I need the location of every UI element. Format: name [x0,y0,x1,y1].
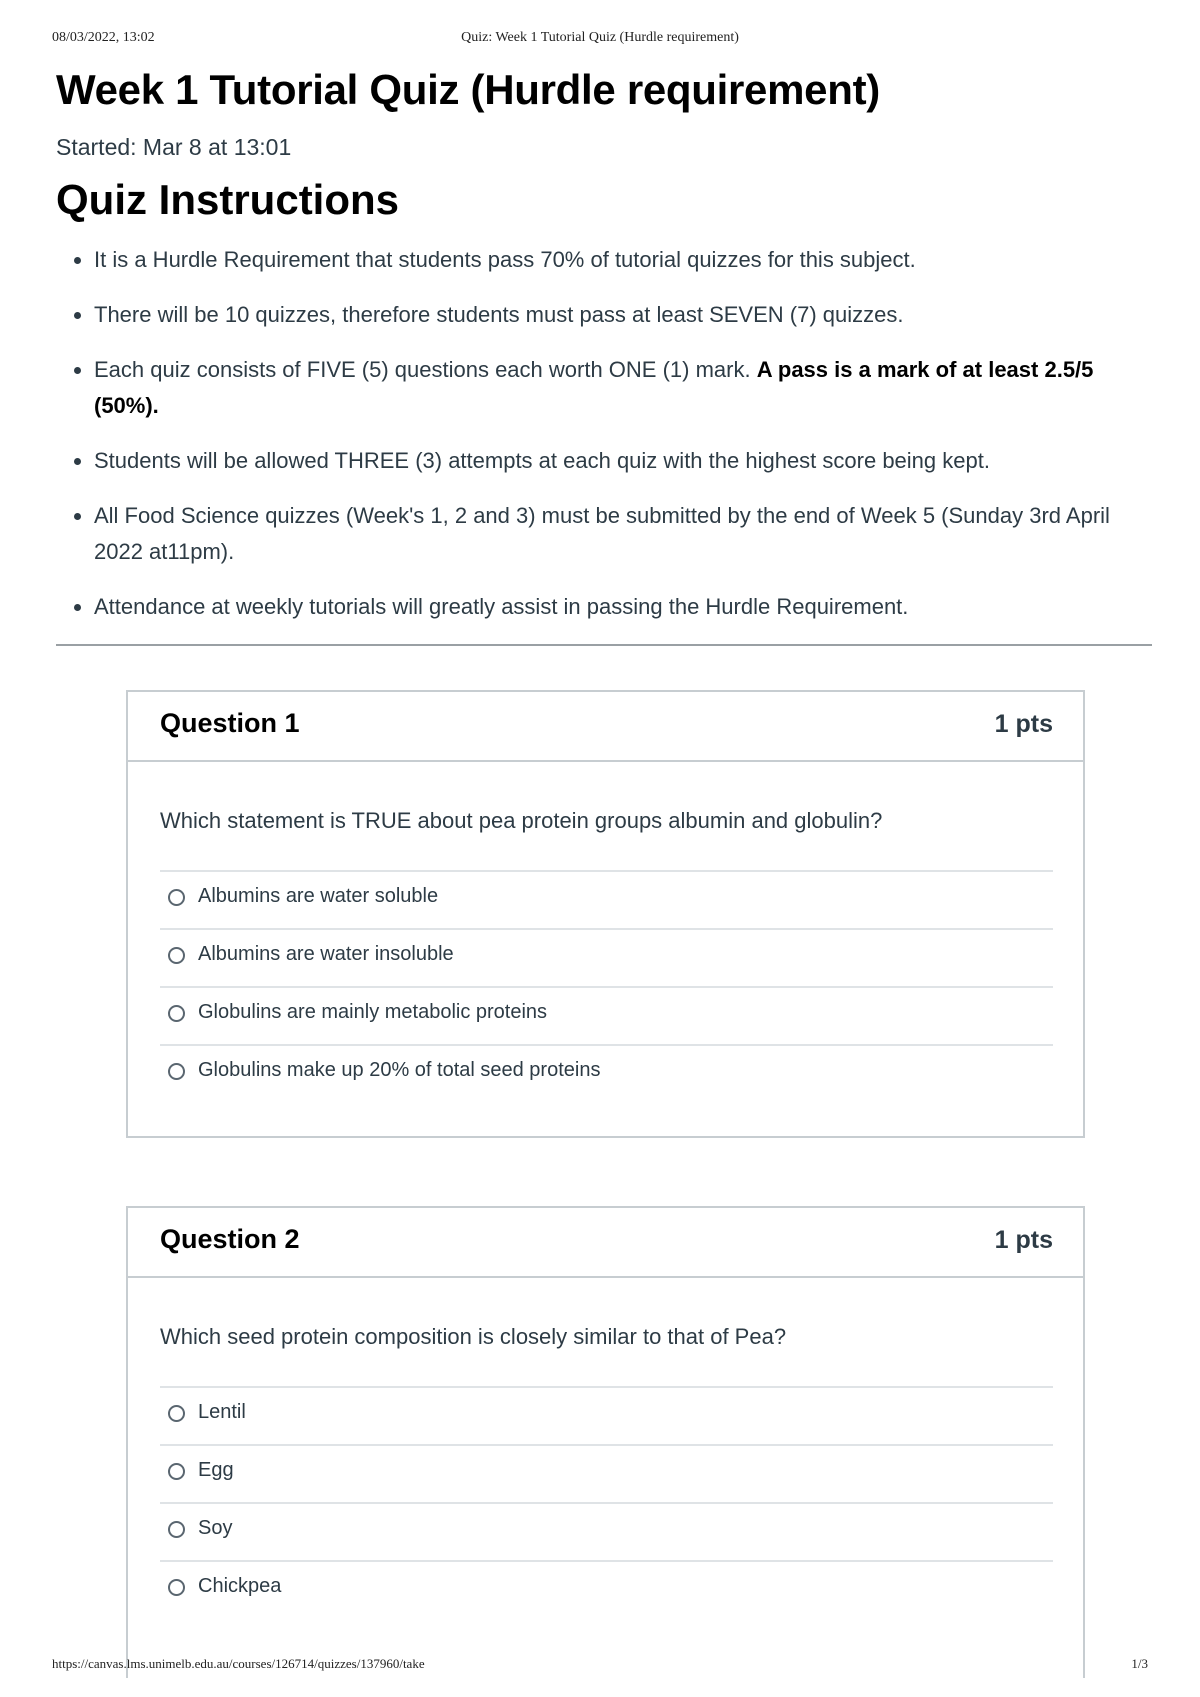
answer-option[interactable] [160,1562,1053,1618]
answer-option[interactable] [160,872,1053,930]
pass-mark-note: A pass is a mark of at least 2.5/5 (50%). [94,357,1094,418]
question-card [126,690,1085,1138]
answer-list [160,1386,1053,1618]
instruction-item: • There will be 10 quizzes, therefore students must pass at least SEVEN (7) quizzes. [94,297,1152,333]
instruction-item: • Students will be allowed THREE (3) attempts at each quiz with the highest score being kept. [94,443,1152,479]
quiz-title: Week 1 Tutorial Quiz (Hurdle requirement) [56,66,880,113]
print-footer [52,1656,1148,1676]
print-page-title: Quiz: Week 1 Tutorial Quiz (Hurdle requirement) [461,30,739,45]
answer-label: Albumins are water insoluble [198,943,454,965]
answer-label: Egg [198,1459,234,1481]
instruction-item: • All Food Science quizzes (Week's 1, 2 and 3) must be submitted by the end of Week 5 (Sunday 3rd April 2022 at11pm). [94,498,1152,570]
answer-option[interactable] [160,1446,1053,1504]
question-text: Which statement is TRUE about pea protein groups albumin and globulin? [160,808,883,833]
section-divider [56,644,1152,646]
instructions-heading: Quiz Instructions [56,176,400,223]
question-points: 1 pts [994,710,1053,738]
question-card [126,1206,1085,1678]
question-header [128,692,1083,762]
radio-button[interactable] [168,889,185,906]
answer-option[interactable] [160,930,1053,988]
print-header [52,30,1148,50]
answer-label: Globulins make up 20% of total seed proteins [198,1059,601,1081]
radio-button[interactable] [168,1005,185,1022]
question-text: Which seed protein composition is closely similar to that of Pea? [160,1324,787,1349]
answer-label: Soy [198,1517,233,1539]
radio-button[interactable] [168,1063,185,1080]
print-url: https://canvas.lms.unimelb.edu.au/courses/126714/quizzes/137960/take [52,1656,425,1671]
print-page-number: 1/3 [1131,1656,1148,1671]
answer-label: Chickpea [198,1575,282,1597]
question-body [128,762,1083,1136]
instruction-item: • It is a Hurdle Requirement that students pass 70% of tutorial quizzes for this subject. [94,242,1152,278]
question-name: Question 1 [160,708,300,738]
answer-option[interactable] [160,1388,1053,1446]
question-name: Question 2 [160,1224,300,1254]
answer-label: Globulins are mainly metabolic proteins [198,1001,548,1023]
question-body [128,1278,1083,1618]
main-content [56,58,1152,646]
answer-label: Lentil [198,1401,246,1423]
radio-button[interactable] [168,1579,185,1596]
quiz-started-time: Started: Mar 8 at 13:01 [56,134,292,160]
answer-list [160,870,1053,1102]
answer-option[interactable] [160,988,1053,1046]
answer-label: Albumins are water soluble [198,885,439,907]
question-header [128,1208,1083,1278]
instruction-item: • Each quiz consists of FIVE (5) questions each worth ONE (1) mark. A pass is a mark of at least 2.5/5 (50%). [94,352,1152,424]
radio-button[interactable] [168,1521,185,1538]
print-datetime: 08/03/2022, 13:02 [52,30,155,45]
radio-button[interactable] [168,1405,185,1422]
question-points: 1 pts [994,1226,1053,1254]
radio-button[interactable] [168,947,185,964]
answer-option[interactable] [160,1504,1053,1562]
instructions-list [56,242,1152,625]
instruction-item: • Attendance at weekly tutorials will greatly assist in passing the Hurdle Requirement. [94,589,1152,625]
answer-option[interactable] [160,1046,1053,1102]
radio-button[interactable] [168,1463,185,1480]
